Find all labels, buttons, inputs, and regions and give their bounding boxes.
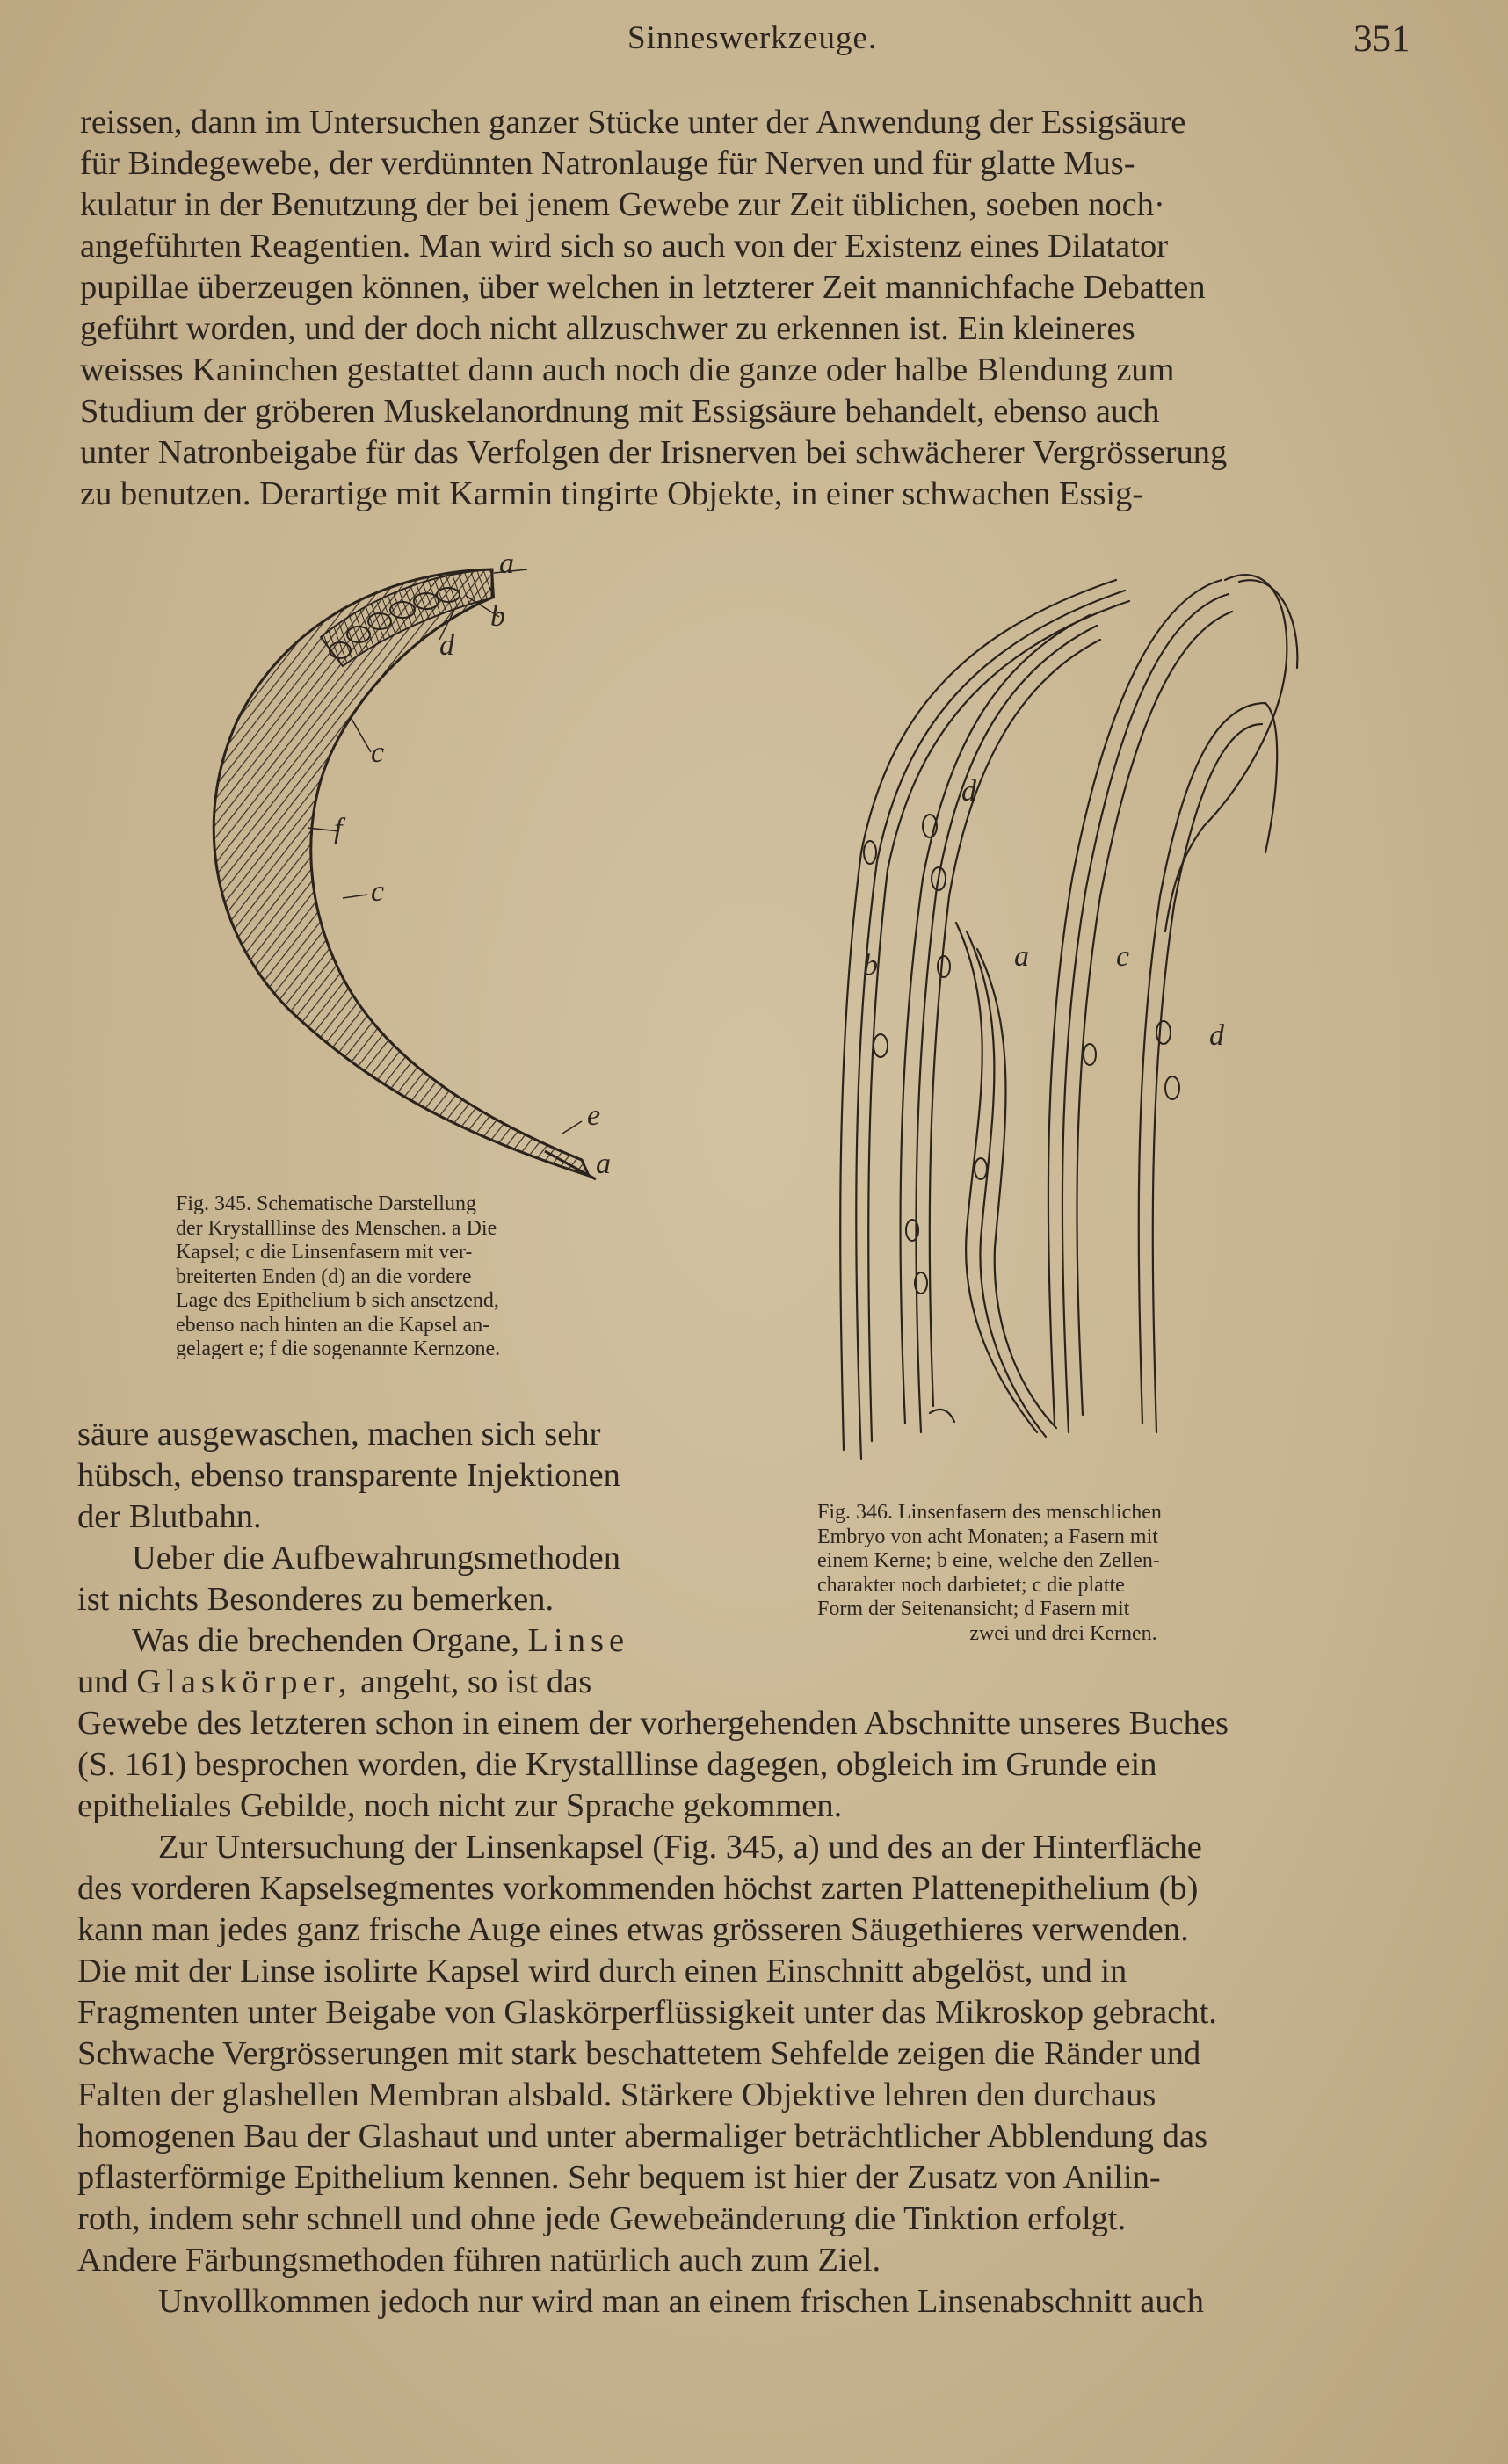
text-line: geführt worden, und der doch nicht allzuschwer zu erkennen ist. Ein kleineres [80, 310, 1135, 347]
fig345-label-e: e [587, 1099, 601, 1132]
fig346-label-d-top: d [961, 775, 976, 808]
caption-line: Fig. 345. Schematische Darstellung [176, 1192, 476, 1215]
text-line: homogenen Bau der Glashaut und unter abermaliger beträchtlicher Abblendung das [77, 2118, 1208, 2155]
page-number: 351 [1353, 18, 1410, 60]
paragraph-left [77, 1414, 728, 1538]
text-line: kann man jedes ganz frische Auge eines etwas grösseren Säugethieres verwenden. [77, 1911, 1189, 1948]
text-line: Die mit der Linse isolirte Kapsel wird durch einen Einschnitt abgelöst, und in [77, 1953, 1127, 1989]
caption-line: der Krystalllinse des Menschen. a Die [176, 1216, 497, 1240]
caption-line: charakter noch darbietet; c die platte [817, 1573, 1125, 1597]
caption-line: Fig. 346. Linsenfasern des menschlichen [817, 1501, 1162, 1524]
organs-intro: Was die brechenden Organe, [132, 1622, 519, 1659]
caption-line: Embryo von acht Monaten; a Fasern mit [817, 1525, 1158, 1548]
text-line [77, 1620, 1413, 1662]
fig345-label-d: d [439, 629, 454, 662]
figure-345-caption [176, 1192, 633, 1362]
text-line: zu benutzen. Derartige mit Karmin tingirte Objekte, in einer schwachen Essig- [80, 475, 1144, 512]
fig346-label-a: a [1014, 940, 1029, 973]
figure-346-lens-fibres [826, 562, 1318, 1485]
running-title: Sinneswerkzeuge. [627, 20, 878, 56]
paragraph-bottom [77, 1827, 1413, 2281]
text-line: kulatur in der Benutzung der bei jenem Gewebe zur Zeit üblichen, soeben noch· [80, 186, 1165, 223]
text-line: Falten der glashellen Membran alsbald. Stärkere Objektive lehren den durchaus [77, 2076, 1156, 2113]
text-line: reissen, dann im Untersuchen ganzer Stücke unter der Anwendung der Essigsäure [80, 104, 1186, 141]
caption-line: ebenso nach hinten an die Kapsel an- [176, 1313, 490, 1337]
text-line: epitheliales Gebilde, noch nicht zur Sprache gekommen. [77, 1787, 843, 1824]
caption-line: Kapsel; c die Linsenfasern mit ver- [176, 1241, 473, 1264]
text-line: Andere Färbungsmethoden führen natürlich auch zum Ziel. [77, 2242, 881, 2279]
text-line: Studium der gröberen Muskelanordnung mit Essigsäure behandelt, ebenso auch [80, 393, 1160, 430]
fig346-label-d-right: d [1209, 1019, 1224, 1052]
text-line: angeführten Reagentien. Man wird sich so auch von der Existenz eines Dilatator [80, 228, 1169, 265]
paragraph-last [77, 2281, 1413, 2323]
text-line [77, 1662, 1413, 1703]
caption-line: breiterten Enden (d) an die vordere [176, 1265, 472, 1288]
fig345-label-c-lower: c [371, 875, 385, 908]
fig345-label-a-top: a [499, 547, 514, 580]
organs-und: und [77, 1663, 128, 1700]
paragraph-organs [77, 1620, 1413, 1827]
caption-line: zwei und drei Kernen. [969, 1621, 1157, 1645]
text-line: pflasterförmige Epithelium kennen. Sehr bequem ist hier der Zusatz von Anilin- [77, 2159, 1161, 2196]
text-line: ist nichts Besonderes zu bemerken. [77, 1581, 555, 1618]
figure-345-lens-illustration [176, 547, 650, 1186]
fig345-label-f: f [334, 813, 343, 845]
caption-line: Form der Seitenansicht; d Fasern mit [817, 1598, 1130, 1620]
text-line: säure ausgewaschen, machen sich sehr [77, 1416, 601, 1453]
text-line: Ueber die Aufbewahrungsmethoden [132, 1540, 620, 1576]
text-line: pupillae überzeugen können, über welchen in letzterer Zeit mannichfache Debatten [80, 269, 1206, 306]
text-line: Gewebe des letzteren schon in einem der vorhergehenden Abschnitte unseres Buches [77, 1705, 1229, 1742]
caption-line: Lage des Epithelium b sich ansetzend, [176, 1289, 499, 1312]
text-line: unter Natronbeigabe für das Verfolgen der Irisnerven bei schwächerer Vergrösserung [80, 434, 1228, 471]
lens-fibres-drawing [826, 562, 1318, 1485]
text-line: roth, indem sehr schnell und ohne jede Gewebeänderung die Tinktion erfolgt. [77, 2200, 1127, 2237]
text-line: der Blutbahn. [77, 1498, 262, 1535]
text-line: Zur Untersuchung der Linsenkapsel (Fig. 345, a) und des an der Hinterfläche [158, 1829, 1202, 1866]
caption-line: einem Kerne; b eine, welche den Zellen- [817, 1549, 1160, 1572]
fig345-label-c-upper: c [371, 736, 385, 769]
text-line: weisses Kaninchen gestattet dann auch noch die ganze oder halbe Blendung zum [80, 351, 1175, 388]
running-header [0, 16, 1508, 69]
caption-line: gelagert e; f die sogenannte Kernzone. [176, 1337, 501, 1360]
fig345-label-b: b [490, 600, 505, 633]
fig346-label-c: c [1116, 940, 1130, 973]
paragraph-top [80, 102, 1416, 515]
text-line: (S. 161) besprochen worden, die Krystalllinse dagegen, obgleich im Grunde ein [77, 1746, 1157, 1783]
text-line: für Bindegewebe, der verdünnten Natronlauge für Nerven und für glatte Mus- [80, 145, 1135, 182]
term-glaskoerper: Glaskörper, [136, 1663, 352, 1700]
text-line: hübsch, ebenso transparente Injektionen [77, 1457, 620, 1494]
text-line: Fragmenten unter Beigabe von Glaskörperflüssigkeit unter das Mikroskop gebracht. [77, 1994, 1217, 2031]
lens-section-drawing [176, 554, 650, 1186]
fig346-label-b: b [863, 949, 878, 982]
text-line: des vorderen Kapselsegmentes vorkommenden höchst zarten Plattenepithelium (b) [77, 1870, 1199, 1907]
organs-angeht: angeht, so ist das [360, 1663, 592, 1700]
text-line: Schwache Vergrösserungen mit stark beschattetem Sehfelde zeigen die Ränder und [77, 2035, 1201, 2072]
term-linse: Linse [527, 1622, 630, 1659]
fig345-label-a-bottom: a [596, 1148, 611, 1180]
paragraph-left-storage [77, 1538, 728, 1620]
text-line: Unvollkommen jedoch nur wird man an einem frischen Linsenabschnitt auch [158, 2283, 1204, 2320]
